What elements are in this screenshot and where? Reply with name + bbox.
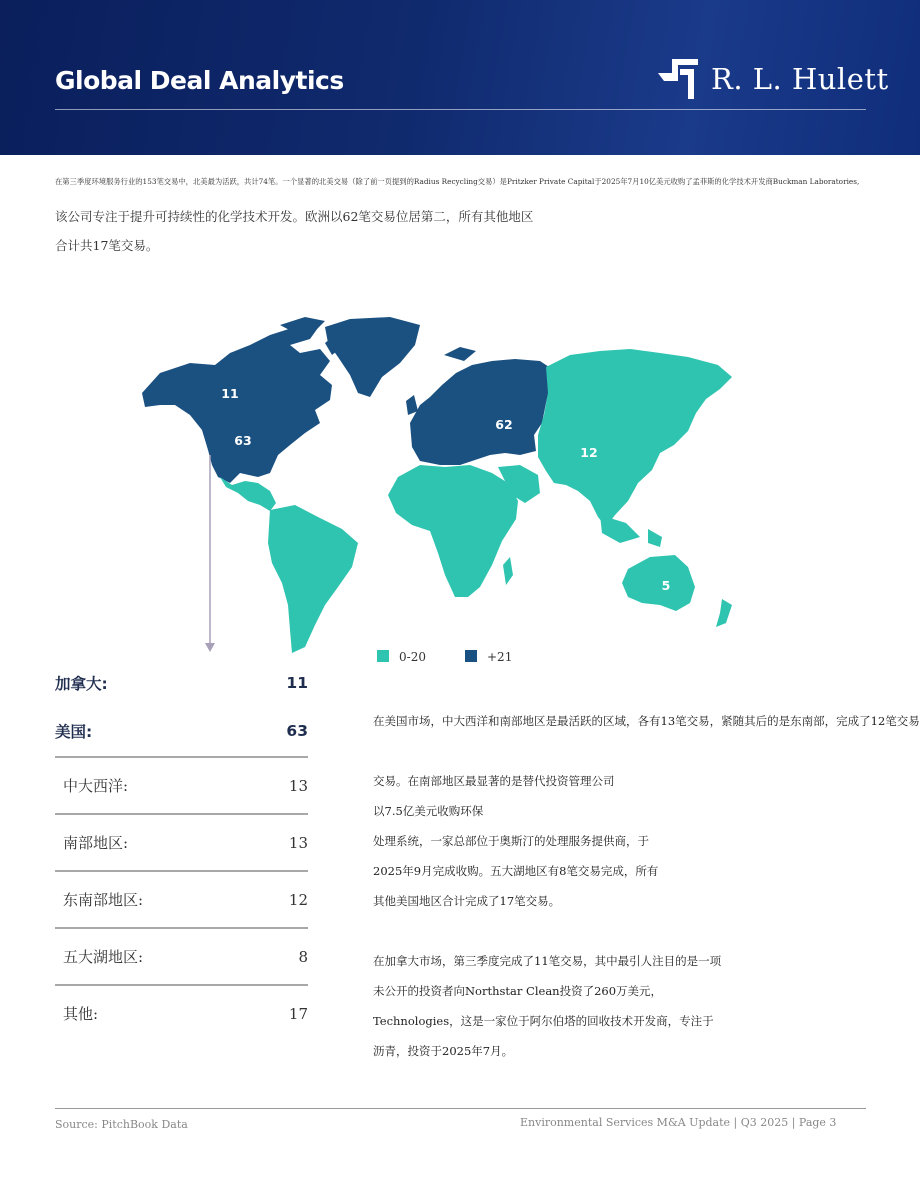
intro-paragraph-line-2: 该公司专注于提升可持续性的化学技术开发。欧洲以62笔交易位居第二，所有其他地区 [55,209,534,224]
row-value: 17 [288,1004,308,1023]
row-value: 8 [298,947,308,966]
row-label: 五大湖地区: [63,948,144,966]
table-row [55,813,308,870]
page-title: Global Deal Analytics [55,66,344,95]
world-deal-map [120,305,780,665]
row-value: 11 [286,674,308,692]
table-row [55,984,308,1041]
row-label: 南部地区: [63,834,129,852]
table-row-canada [55,660,308,706]
header-divider [55,109,866,110]
map-region-oceania [622,555,695,611]
map-label-europe: 62 [495,417,513,432]
us-paragraph-line-6: 其他美国地区合计完成了17笔交易。 [373,894,561,908]
map-region-africa [388,465,518,597]
brand-logo-icon [658,59,698,99]
deal-count-table [55,660,308,1041]
canada-paragraph-line-2: 未公开的投资者向Northstar Clean投资了260万美元， [373,984,663,998]
footer-page-info: Environmental Services M&A Update | Q3 2025 | Page 3 [520,1116,837,1129]
row-value: 12 [288,890,308,909]
map-region-greenland [325,317,420,397]
legend-swatch-low [377,650,389,662]
table-row [55,927,308,984]
map-region-asia [538,349,732,527]
row-value: 13 [288,776,308,795]
legend-label-high: +21 [487,650,513,664]
us-paragraph-line-1: 在美国市场，中大西洋和南部地区是最活跃的区域，各有13笔交易，紧随其后的是东南部，完成了12笔交易 [373,714,920,728]
canada-paragraph-line-3: Technologies，这是一家位于阿尔伯塔的回收技术开发商，专注于 [373,1014,714,1028]
intro-paragraph-line-3: 合计共17笔交易。 [55,238,159,253]
us-paragraph-line-2: 交易。在南部地区最显著的是替代投资管理公司 [373,774,615,788]
table-row-usa [55,706,308,756]
map-region-north-america [142,325,332,483]
row-label: 中大西洋: [63,777,129,795]
canada-paragraph-line-1: 在加拿大市场，第三季度完成了11笔交易，其中最引人注目的是一项 [373,954,722,968]
legend-item-high [465,650,512,664]
row-label: 其他: [63,1005,99,1023]
us-paragraph-line-5: 2025年9月完成收购。五大湖地区有8笔交易完成，所有 [373,864,659,878]
us-paragraph-line-3: 以7.5亿美元收购环保 [373,804,484,818]
legend-label-low: 0-20 [399,650,426,664]
map-label-asia: 12 [580,445,598,460]
row-label: 东南部地区: [63,891,144,909]
intro-paragraph-line-1: 在第三季度环境服务行业的153笔交易中，北美最为活跃，共计74笔。一个显著的北美交易（除了前一页提到的Radius Recycling交易）是Pritzker Private Capital于2025年7月10亿美元收购了孟菲斯的化学技术开发商Buckman Laboratories, [55,177,860,186]
row-label: 加拿大: [55,675,108,693]
footer-divider [55,1108,866,1109]
canada-paragraph-line-4: 沥青，投资于2025年7月。 [373,1044,514,1058]
map-region-south-america [268,505,358,653]
legend-item-low [377,650,426,664]
map-label-canada: 11 [221,386,239,401]
map-label-usa: 63 [234,433,252,448]
row-label: 美国: [55,723,93,741]
table-row [55,870,308,927]
us-paragraph-line-4: 处理系统，一家总部位于奥斯汀的处理服务提供商，于 [373,834,649,848]
footer-source: Source: PitchBook Data [55,1118,188,1131]
table-row [55,756,308,813]
row-value: 63 [286,722,308,740]
row-value: 13 [288,833,308,852]
map-region-europe [410,359,555,465]
legend-swatch-high [465,650,477,662]
map-label-oceania: 5 [661,578,671,593]
brand-name: R. L. Hulett [711,62,889,96]
page-header [0,0,920,155]
